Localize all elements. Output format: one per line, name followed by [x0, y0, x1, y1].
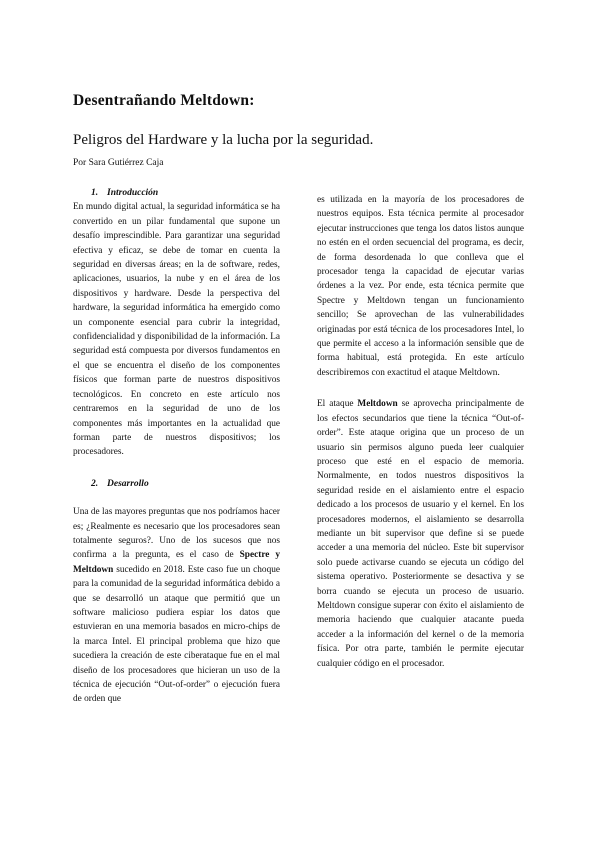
spacer — [73, 491, 280, 505]
section-heading-desarrollo — [73, 477, 280, 491]
text-run: sucedido en 2018. Este caso fue un choque para la comunidad de la seguridad informática debido a que se desarrolló un ataque que permitió que un software malicioso pudiera espiar los datos que estuvieran en una memoria basados en micro-chips de la marca Intel. El principal problema que hizo que sucediera la creación de este ciberataque fue en el mal diseño de los procesadores que hicieran un uso de la técnica de ejecución “Out-of-order” o ejecución fuera de orden que — [73, 564, 280, 705]
emphasis-spectre-meltdown: Spectre y Meltdown — [73, 550, 281, 575]
article-author: Por Sara Gutiérrez Caja — [73, 158, 164, 168]
section-title: Introducción — [107, 188, 159, 198]
desarrollo-paragraph-1-part-b: es utilizada en la mayoría de los procesadores de nuestros equipos. Esta técnica permite al procesador ejecutar instrucciones que tenga los datos listos aunque no estén en el orden secuencial del programa, es decir, de forma desordenada lo que conlleva que el procesador tenga la capacidad de ejecutar varias órdenes a la vez. Por ende, esta técnica permite que Spectre y Meltdown tengan un funcionamiento sencillo; Se aprovechan de las vulnerabilidades originadas por está técnica de los procesadores Intel, lo que permite el acceso a la información sensible que de forma habitual, está protegida. En este artículo describiremos con exactitud el ataque Meltdown. — [317, 195, 524, 378]
spacer — [73, 460, 280, 477]
intro-paragraph: En mundo digital actual, la seguridad informática se ha convertido en un pilar fundamental que supone un desafío imprescindible. Para garantizar una seguridad efectiva y eficaz, se debe de tomar en cuenta la seguridad en diversas áreas; en la de software, redes, aplicaciones, usuarios, la nube y en el área de los dispositivos y hardware. Desde la perspectiva del hardware, la seguridad informática ha emergido como un componente esencial para cubrir la integridad, confidencialidad y disponibilidad de la información. La seguridad está compuesta por diversos fundamentos en el que se encuentra el diseño de los componentes físicos que forman parte de nuestros dispositivos tecnológicos. En concreto en este artículo nos centraremos en la seguridad de uno de los componentes más importantes en la actualidad que forman parte de nuestros dispositivos; los procesadores. — [73, 202, 280, 458]
spacer — [317, 380, 524, 397]
section-title: Desarrollo — [107, 478, 149, 489]
desarrollo-paragraph-1-part-a — [73, 505, 280, 707]
text-run: se aprovecha principalmente de los efectos secundarios que tiene la técnica “Out-of-order”. Este ataque origina que un proceso de un usuario sin permisos alguno pueda leer cualquier proceso que esté en el espacio de memoria. Normalmente, en todos nuestros dispositivos la seguridad reside en el aislamiento entre el espacio dedicado a los procesos de usuario y el kernel. En los procesadores modernos, el aislamiento se desarrolla mediante un bit supervisor que define si se puede acceder a una memoria del núcleo. Este bit supervisor solo puede activarse cuando se ejecuta un código del sistema operativo. Posteriormente se desactiva y se borra cuando se ejecuta un proceso de usuario. Meltdown consigue superar con éxito el aislamiento de memoria haciendo que cualquier atacante pueda acceder a la información del kernel o de la memoria física. Por otra parte, también le permite ejecutar cualquier código en el procesador. — [317, 399, 524, 669]
left-column — [73, 186, 280, 707]
section-heading-introduccion — [73, 186, 280, 200]
right-column — [317, 193, 524, 671]
section-number: 2. — [91, 478, 99, 489]
desarrollo-paragraph-2 — [317, 397, 524, 671]
text-run: Una de las mayores preguntas que nos podríamos hacer es; ¿Realmente es necesario que los procesadores sean totalmente seguros?. Uno de los sucesos que nos confirma a la pregunta, es el caso de — [73, 507, 280, 561]
article-subtitle: Peligros del Hardware y la lucha por la seguridad. — [73, 132, 374, 148]
emphasis-meltdown: Meltdown — [357, 399, 398, 410]
article-title: Desentrañando Meltdown: — [73, 92, 255, 109]
text-run: El ataque — [317, 399, 358, 410]
section-number: 1. — [91, 188, 99, 198]
